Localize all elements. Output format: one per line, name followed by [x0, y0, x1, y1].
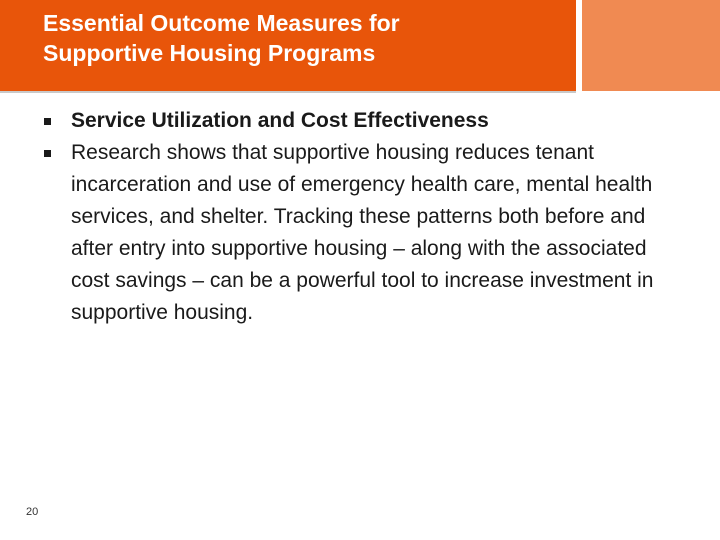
page-number: 20: [26, 506, 39, 518]
title-divider: [0, 91, 576, 93]
title-bar: [0, 0, 576, 91]
slide-title-line-2: Supportive Housing Programs: [43, 40, 376, 66]
slide-title-line-1: Essential Outcome Measures for: [43, 10, 400, 36]
bullet-list: [40, 105, 680, 329]
bullet-item-body: [40, 137, 680, 329]
corner-accent-block: [582, 0, 720, 91]
bullet-body-text: Research shows that supportive housing reduces tenant incarceration and use of emergency health care, mental health services, and shelter. Tracking these patterns both before and after entry into supportive housing – along with the associated cost savings – can be a powerful tool to increase investment in supportive housing.: [71, 141, 654, 324]
square-bullet-icon: [44, 150, 51, 157]
slide-title: [43, 8, 563, 68]
bullet-item-heading: [40, 105, 680, 137]
bullet-heading-text: Service Utilization and Cost Effectiveness: [71, 109, 489, 132]
square-bullet-icon: [44, 118, 51, 125]
